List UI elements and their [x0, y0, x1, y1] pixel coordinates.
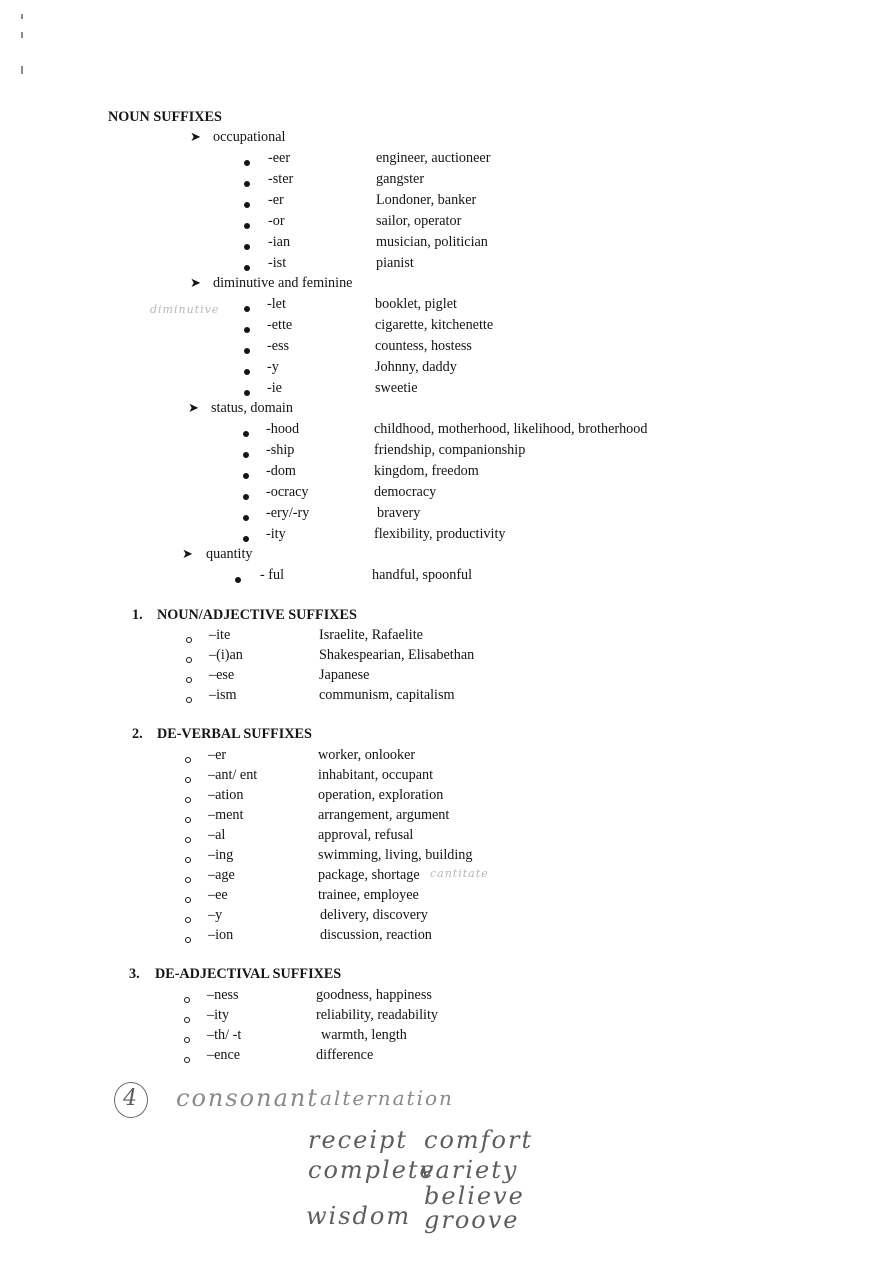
suffix-examples: engineer, auctioneer [376, 150, 491, 166]
suffix: –er [208, 747, 227, 763]
suffix-row [0, 214, 893, 232]
suffix-row [0, 506, 893, 524]
group-header [0, 130, 893, 148]
suffix-examples: Shakespearian, Elisabethan [319, 647, 475, 663]
section-title: DE-VERBAL SUFFIXES [157, 726, 312, 742]
suffix: –(i)an [209, 647, 243, 663]
suffix-row [0, 443, 893, 461]
handwritten-margin-note: diminutive [150, 303, 220, 316]
suffix-examples: delivery, discovery [320, 907, 428, 923]
bullet-dot-icon [244, 197, 250, 211]
suffix: - ful [260, 567, 285, 583]
suffix: –ese [209, 667, 235, 683]
bullet-dot-icon [244, 155, 250, 169]
suffix-examples: goodness, happiness [316, 987, 432, 1003]
suffix-row [0, 928, 893, 946]
suffix-examples: childhood, motherhood, likelihood, brotherhood [374, 421, 648, 437]
handwritten-word-variety: variety [420, 1156, 519, 1184]
suffix-examples: approval, refusal [318, 827, 414, 843]
suffix-row [0, 1048, 893, 1066]
bullet-dot-icon [243, 447, 249, 461]
suffix-examples: gangster [376, 171, 425, 187]
suffix-examples: musician, politician [376, 234, 488, 250]
suffix-row [0, 668, 893, 686]
group-label: occupational [213, 129, 286, 145]
suffix-examples: worker, onlooker [318, 747, 416, 763]
suffix: –al [208, 827, 226, 843]
suffix-examples: friendship, companionship [374, 442, 526, 458]
section-number: 2. [132, 726, 143, 742]
handwritten-consonant: consonant [176, 1084, 319, 1112]
suffix: –ing [208, 847, 234, 863]
bullet-dot-icon [244, 385, 250, 399]
scan-marks [18, 14, 28, 76]
suffix-row [0, 1008, 893, 1026]
suffix-row [0, 172, 893, 190]
suffix: –ant/ ent [208, 767, 258, 783]
bullet-circle-icon [185, 792, 191, 806]
bullet-circle-icon [186, 672, 192, 686]
suffix-examples: sweetie [375, 380, 418, 396]
suffix: -ian [268, 234, 291, 250]
bullet-dot-icon [243, 531, 249, 545]
bullet-circle-icon [185, 872, 191, 886]
section-header [0, 967, 893, 985]
suffix-row [0, 888, 893, 906]
suffix-row [0, 648, 893, 666]
bullet-circle-icon [184, 1052, 190, 1066]
suffix-row [0, 256, 893, 274]
suffix-row [0, 988, 893, 1006]
suffix: -or [268, 213, 285, 229]
suffix: –ity [207, 1007, 230, 1023]
bullet-circle-icon [186, 692, 192, 706]
suffix-examples: difference [316, 1047, 374, 1063]
handwritten-note-shortage: cantitate [430, 867, 489, 880]
bullet-circle-icon [184, 1032, 190, 1046]
suffix: -ship [266, 442, 295, 458]
suffix-examples: arrangement, argument [318, 807, 450, 823]
suffix-examples: Japanese [319, 667, 370, 683]
section-header [0, 727, 893, 745]
suffix: -y [267, 359, 279, 375]
suffix-row [0, 193, 893, 211]
suffix-examples: Johnny, daddy [375, 359, 457, 375]
handwritten-word-receipt: receipt [308, 1126, 409, 1154]
suffix-examples: flexibility, productivity [374, 526, 506, 542]
section-header [0, 608, 893, 626]
handwritten-circled-number: 4 [114, 1082, 148, 1118]
suffix: –age [208, 867, 235, 883]
bullet-dot-icon [235, 572, 241, 586]
bullet-dot-icon [243, 468, 249, 482]
bullet-circle-icon [185, 772, 191, 786]
suffix: -ess [267, 338, 290, 354]
suffix: -ster [268, 171, 294, 187]
bullet-circle-icon [186, 632, 192, 646]
suffix: –ite [209, 627, 231, 643]
section-number: 3. [129, 966, 140, 982]
suffix-row [0, 748, 893, 766]
handwritten-word-groove: groove [424, 1206, 520, 1234]
handwritten-word-wisdom: wisdom [306, 1202, 412, 1230]
group-header [0, 401, 893, 419]
suffix-examples: Londoner, banker [376, 192, 477, 208]
suffix-examples: sailor, operator [376, 213, 462, 229]
handwritten-word-comfort: comfort [424, 1126, 534, 1154]
suffix-row [0, 485, 893, 503]
suffix: -ity [266, 526, 286, 542]
suffix: -dom [266, 463, 296, 479]
group-label: status, domain [211, 400, 293, 416]
suffix-row [0, 422, 893, 440]
suffix-examples: swimming, living, building [318, 847, 473, 863]
suffix: –ment [208, 807, 244, 823]
suffix-row [0, 381, 893, 399]
bullet-circle-icon [186, 652, 192, 666]
bullet-circle-icon [185, 932, 191, 946]
group-header [0, 547, 893, 565]
suffix-examples: countess, hostess [375, 338, 472, 354]
suffix-examples: trainee, employee [318, 887, 419, 903]
suffix-examples: reliability, readability [316, 1007, 438, 1023]
suffix: -ist [268, 255, 287, 271]
suffix-row [0, 1028, 893, 1046]
suffix-examples: kingdom, freedom [374, 463, 479, 479]
group-label: quantity [206, 546, 253, 562]
bullet-circle-icon [185, 892, 191, 906]
suffix-examples: inhabitant, occupant [318, 767, 434, 783]
bullet-dot-icon [244, 322, 250, 336]
suffix: –y [208, 907, 223, 923]
bullet-dot-icon [244, 218, 250, 232]
suffix-examples: democracy [374, 484, 437, 500]
handwritten-alternation: alternation [320, 1086, 454, 1110]
suffix: -ie [267, 380, 282, 396]
bullet-circle-icon [184, 992, 190, 1006]
suffix: –ence [207, 1047, 241, 1063]
suffix-examples: operation, exploration [318, 787, 444, 803]
arrow-bullet-icon: ➤ [188, 400, 199, 415]
bullet-circle-icon [185, 852, 191, 866]
bullet-dot-icon [243, 426, 249, 440]
suffix-row [0, 464, 893, 482]
suffix-row [0, 688, 893, 706]
suffix-examples: warmth, length [321, 1027, 407, 1043]
suffix: –ee [208, 887, 228, 903]
bullet-circle-icon [185, 812, 191, 826]
noun-suffixes-heading: NOUN SUFFIXES [108, 109, 222, 125]
suffix: -ocracy [266, 484, 309, 500]
bullet-circle-icon [184, 1012, 190, 1026]
suffix-row [0, 808, 893, 826]
suffix: -er [268, 192, 284, 208]
bullet-dot-icon [243, 510, 249, 524]
suffix-row [0, 828, 893, 846]
handwritten-word-complete: complete [308, 1156, 436, 1184]
suffix-examples: Israelite, Rafaelite [319, 627, 423, 643]
suffix-examples: communism, capitalism [319, 687, 455, 703]
bullet-dot-icon [244, 364, 250, 378]
suffix-row [0, 628, 893, 646]
suffix-row [0, 527, 893, 545]
arrow-bullet-icon: ➤ [190, 129, 201, 144]
bullet-dot-icon [244, 301, 250, 315]
suffix-row [0, 318, 893, 336]
bullet-dot-icon [244, 260, 250, 274]
suffix-examples: discussion, reaction [320, 927, 432, 943]
suffix-examples: handful, spoonful [372, 567, 473, 583]
suffix-examples: package, shortage [318, 867, 420, 883]
suffix-row [0, 788, 893, 806]
suffix-row [0, 908, 893, 926]
group-header [0, 276, 893, 294]
arrow-bullet-icon: ➤ [182, 546, 193, 561]
bullet-dot-icon [244, 239, 250, 253]
suffix-row [0, 360, 893, 378]
suffix: -eer [268, 150, 291, 166]
suffix-examples: bravery [377, 505, 421, 521]
suffix-examples: pianist [376, 255, 414, 271]
suffix-row [0, 568, 893, 586]
bullet-dot-icon [244, 176, 250, 190]
arrow-bullet-icon: ➤ [190, 275, 201, 290]
bullet-dot-icon [243, 489, 249, 503]
suffix-row [0, 235, 893, 253]
suffix: -let [267, 296, 286, 312]
suffix-row [0, 151, 893, 169]
suffix-row [0, 848, 893, 866]
suffix: –ism [209, 687, 237, 703]
section-title: DE-ADJECTIVAL SUFFIXES [155, 966, 342, 982]
bullet-circle-icon [185, 832, 191, 846]
bullet-circle-icon [185, 912, 191, 926]
suffix-row [0, 768, 893, 786]
suffix-row [0, 297, 893, 315]
suffix: -ery/-ry [266, 505, 310, 521]
suffix-row [0, 339, 893, 357]
handwritten-word-believe: believe [424, 1182, 525, 1210]
bullet-dot-icon [244, 343, 250, 357]
section-title: NOUN/ADJECTIVE SUFFIXES [157, 607, 357, 623]
suffix-examples: cigarette, kitchenette [375, 317, 494, 333]
suffix: -hood [266, 421, 300, 437]
suffix: –ion [208, 927, 234, 943]
section-number: 1. [132, 607, 143, 623]
suffix: -ette [267, 317, 293, 333]
suffix: –th/ -t [207, 1027, 242, 1043]
suffix: –ation [208, 787, 244, 803]
suffix-examples: booklet, piglet [375, 296, 457, 312]
suffix: –ness [207, 987, 239, 1003]
group-label: diminutive and feminine [213, 275, 353, 291]
bullet-circle-icon [185, 752, 191, 766]
